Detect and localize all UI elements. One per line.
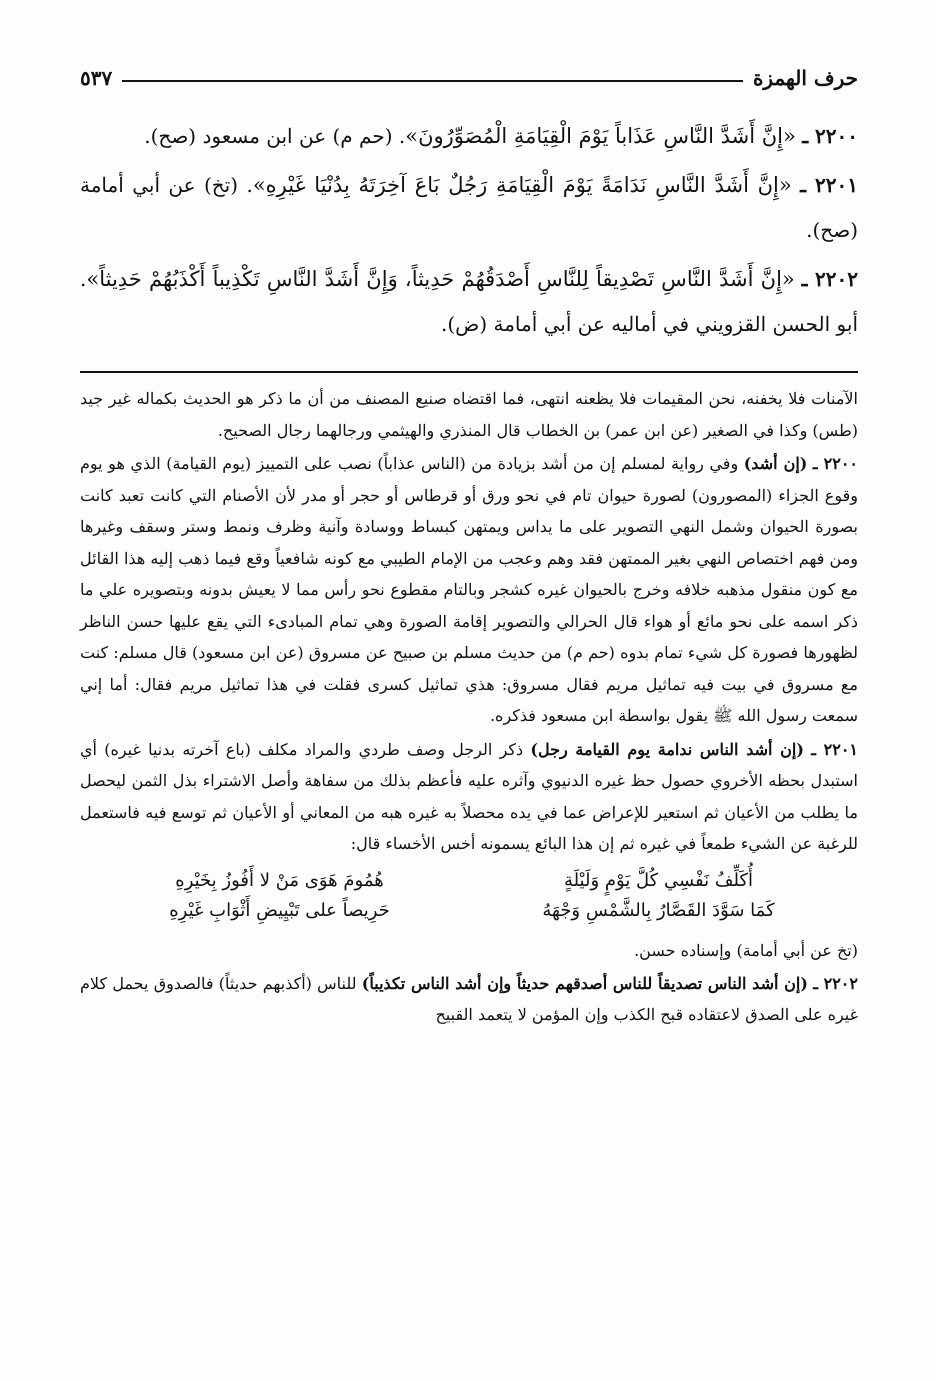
hadith-number: ٢٢٠١ ـ — [800, 173, 858, 197]
note-body: للناس (أكذبهم حديثاً) فالصدوق يحمل كلام غيره على الصدق لاعتقاده قبح الكذب وإن المؤمن لا يتعمد القبيح — [80, 973, 858, 1024]
hadith-source: . (حم م) عن ابن مسعود (صح). — [144, 124, 406, 148]
verse-line-2-second-hemistich: حَرِيصاً على تَبْيِيضِ أَثْوَابِ غَيْرِهِ — [169, 899, 390, 921]
verse-line-2-first-hemistich: كَمَا سَوَّدَ القَصَّارُ بِالشَّمْسِ وَجْهَهُ — [542, 899, 775, 921]
verse-line-1-second-hemistich: هُمُومَ هَوَى مَنْ لا أَفُوزُ بِخَيْرِهِ — [175, 869, 384, 891]
page-number: ٥٣٧ — [80, 66, 113, 90]
note-number: ٢٢٠٠ ـ — [812, 454, 859, 473]
footnote-separator — [80, 371, 858, 373]
note-heading: (إن أشد الناس تصديقاً للناس أصدقهم حديثاً وإن أشد الناس تكذيباً) — [361, 973, 808, 993]
running-header — [80, 56, 858, 90]
hadith-number: ٢٢٠٢ ـ — [801, 267, 858, 291]
hadith-text: «إِنَّ أَشَدَّ النَّاسِ نَدَامَةً يَوْمَ الْقِيَامَةِ رَجُلٌ بَاعَ آخِرَتَهُ بِدُنْيَا غَيْرِهِ» — [252, 173, 792, 197]
note-number: ٢٢٠١ ـ — [811, 739, 858, 759]
hadith-source: . (تخ) عن أبي أمامة (صح). — [80, 173, 858, 242]
hadith-text: «إِنَّ أَشَدَّ النَّاسِ عَذَاباً يَوْمَ الْقِيَامَةِ الْمُصَوِّرُونَ» — [405, 124, 796, 148]
hadith-source: . أبو الحسن القزويني في أماليه عن أبي أمامة (ض). — [80, 267, 858, 336]
poem-verses — [120, 866, 818, 926]
note-2201-source: (تخ عن أبي أمامة) وإسناده حسن. — [634, 940, 858, 960]
chapter-title: حرف الهمزة — [752, 66, 858, 90]
note-body: وفي رواية لمسلم إن من أشد بزيادة من (الناس عذاباً) نصب على التمييز (يوم القيامة) الذي هو يوم وقوع الجزاء (المصورون) لصورة حيوان تام في نحو ورق أو قرطاس أو حجر أو مدر لأن الأصنام التي كانت تعبد كانت بصورة الحيوان وشمل النهي التصوير على ما يداس ويمتهن كبساط ووسادة وآنية وظرف ونمط وستر وسقف وغيرها ومن فهم اختصاص النهي بغير الممتهن فقد وهم وعجب من الإمام الطيبي مع كونه شافعياً وقع فيما ذهب إليه هذا القائل مع كون منقول مذهبه خلافه وخرج بالحيوان غيره كشجر وبالتام مقطوع نحو رأس مما لا يعيش بدونه وبتصويره علي ما ذكر اسمه على نحو مائع أو هواء قال الحرالي والتصوير إقامة الصورة وهي تمام المبادىء التي يقع عليها حسن الناظر لظهورها فصورة كل شيء تمام بدوه (حم م) من حديث مسلم بن صبيح عن مسروق (عن ابن مسعود) قال مسلم: كنت مع مسروق في بيت فيه تماثيل مريم فقال مسروق: هذي تماثيل كسرى فقلت في هذا تماثيل مريم فقال: أما إني سمعت رسول الله ﷺ يقول بواسطة ابن مسعود فذكره. — [80, 454, 859, 725]
note-number: ٢٢٠٢ ـ — [813, 973, 858, 993]
hadith-2201 — [80, 163, 858, 253]
note-2202 — [80, 968, 858, 1031]
note-body: ذكر الرجل وصف طردي والمراد مكلف (باع آخرته بدنيا غيره) أي استبدل بحظه الأخروي حصول حظ غيره الدنيوي وآثره عليه فأعظم بذلك من سفاهة وأصل الاشتراء بذل الثمن ليحصل ما يطلب من الأعيان ثم استعير للإعراض عما في يده محصلاً به غيره هبه من المعاني أو الأعيان ثم توسع فيه فاستعمل للرغبة عن الشيء طمعاً في غيره ثم إن هذا البائع يسمونه أخس الأخساء قال: — [80, 739, 859, 853]
note-2200 — [80, 448, 858, 732]
verse-line-1-first-hemistich: أُكَلِّفُ نَفْسِي كُلَّ يَوْمٍ وَلَيْلَةٍ — [563, 869, 754, 891]
hadith-number: ٢٢٠٠ ـ — [802, 124, 858, 148]
note-2201 — [80, 734, 858, 860]
hadith-2202 — [80, 257, 858, 347]
hadith-text: «إِنَّ أَشَدَّ النَّاسِ تَصْدِيقاً لِلنَّاسِ أَصْدَقُهُمْ حَدِيثاً، وَإِنَّ أَشَدَّ النَّاسِ تَكْذِيباً أَكْذَبُهُمْ حَدِيثاً» — [86, 267, 795, 291]
note-heading: (إن أشد) — [743, 454, 808, 473]
note-intro: الآمنات فلا يخفنه، نحن المقيمات فلا يظعنه انتهى، فما اقتضاه صنيع المصنف من أن ما ذكر هو الحديث بكماله غير جيد (طس) وكذا في الصغير (عن ابن عمر) بن الخطاب قال المنذري والهيثمي ورجالهما رجال الصحيح. — [80, 389, 858, 440]
note-heading: (إن أشد الناس ندامة يوم القيامة رجل) — [530, 739, 804, 759]
hadith-2200 — [80, 114, 858, 159]
header-rule — [122, 80, 743, 82]
